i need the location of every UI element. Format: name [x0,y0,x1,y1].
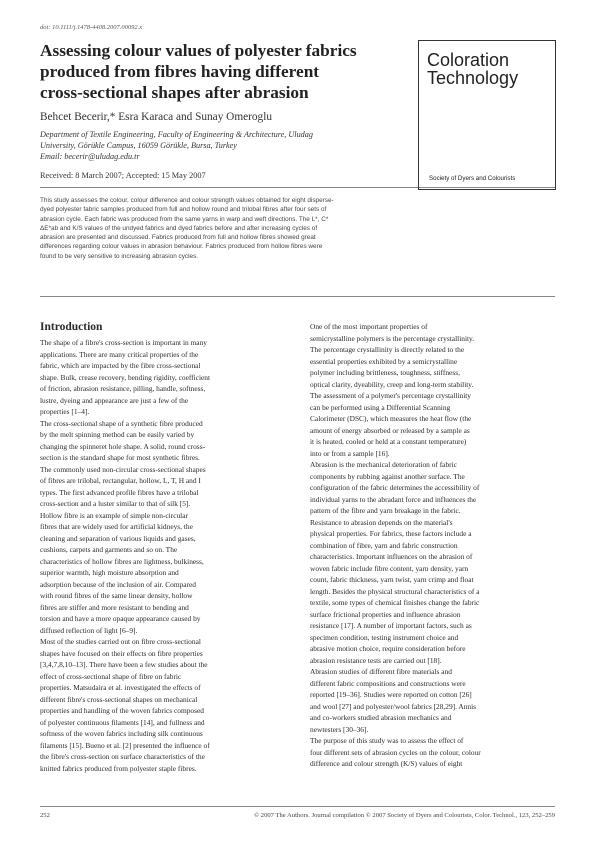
affiliation-line: University, Görükle Campus, 16059 Görükle, Bursa, Turkey [40,140,237,150]
body-text-line: by the melt spinning method can be easily varied by [40,430,195,439]
body-text-line: [3,4,7,8,10–13]. There have been a few studies about the [40,660,208,669]
body-text-line: four different sets of abrasion cycles on the colour, colour [310,747,481,757]
body-text-line: optical clarity, dyeability, creep and long-term stability. [310,379,474,389]
article-title [40,40,410,103]
body-text-line: components by rubbing against another surface. The [310,471,465,481]
body-text-line: the fibre's cross-section on surface characteristics of the [40,752,205,761]
body-text-line: Hollow fibre is an example of simple non-circular [40,510,188,520]
body-text-line: shapes have focused on their effects on fibre properties [40,648,203,658]
body-text-line: lustre, dyeing and appearance are just a few of the [40,395,189,405]
left-column [40,320,285,774]
title-line: Assessing colour values of polyester fabrics [40,41,357,60]
body-text-line: changing the spinneret hole shape. A solid, round cross- [40,441,206,451]
body-text-line: and co-workers studied abrasion mechanics and [310,713,452,722]
body-text-line: One of the most important properties of [310,322,428,331]
body-text-line: properties and handling of the woven fabrics composed [40,706,204,715]
body-text-line: section is the standard shape for most synthetic fibres. [40,453,200,462]
divider [40,296,555,297]
journal-society: Society of Dyers and Colourists [429,175,516,182]
body-text-line: textile, some types of chemical finishes change the fabric [310,598,480,607]
body-text-line: physical properties. For fabrics, these factors include a [310,529,472,538]
copyright-notice: © 2007 The Authors. Journal compilation © 2007 Society of Dyers and Colourists, Color. Technol., 123, 252–259 [254,812,555,819]
body-text-line: resistance [17]. A number of important factors, such as [310,621,472,630]
body-text-line: into or from a sample [16]. [310,448,390,458]
body-text-line: applications. There are many critical properties of the [40,349,199,359]
body-text-line: The shape of a fibre's cross-section is important in many [40,338,207,347]
body-text-line: essential properties exhibited by a semicrystalline [310,356,458,366]
body-text-line: count, fabric thickness, yarn twist, yarn crimp and float [310,575,474,584]
body-text-line: fibres that are widely used for artificial kidneys, the [40,522,193,531]
body-text-line: configuration of the fabric determines the accessibility of [310,483,480,492]
journal-logo-title [427,51,518,87]
abstract-line: abrasion cycle. Each fabric was produced from the same yarns in warp and weft directions. The L*, C* [40,215,329,223]
title-line: produced from fibres having different [40,62,320,81]
body-text-line: it is heated, cooled or held at a constant temperature) [310,437,467,446]
body-text-line: characteristics of hollow fibres are lightness, bulkiness, [40,556,204,566]
footer-divider [40,806,555,807]
body-text-line: shape. Bulk, crease recovery, bending rigidity, coefficient [40,372,211,382]
body-text-line: superior warmth, high moisture absorption and [40,568,179,577]
body-text-line: properties. Matsudaira et al. investigated the effects of [40,683,201,692]
title-line: cross-sectional shapes after abrasion [40,83,309,102]
journal-logo-line: Technology [427,68,519,88]
body-text-line: can be performed using a Differential Scanning [310,402,451,412]
section-heading: Introduction [40,321,103,333]
body-text-line: filaments [15]. Bueno et al. [2] presented the influence of [40,740,210,750]
body-text-line: abrasion resistance tests are carried out [18]. [310,655,442,665]
body-text-line: of friction, abrasion resistance, pilling, handle, softness, [40,384,206,393]
body-text-line: surface frictional properties and influence abrasion [310,609,461,619]
body-text-line: different fibre's cross-sectional shapes on mechanical [40,694,198,704]
abstract-line: This study assesses the colour, colour difference and colour strength values obtained for eight disperse- [40,197,334,204]
authors: Behcet Becerir,* Esra Karaca and Sunay Omeroglu [40,111,272,123]
abstract-line: found to be very sensitive to increasing abrasion cycles. [40,252,199,260]
body-text-line: characteristics. Important influences on the abrasion of [310,552,473,561]
body-text-line: properties [1–4]. [40,407,90,416]
affiliation [40,130,400,162]
abstract [40,196,555,261]
body-text-line: abrasive motion choice, require consideration before [310,644,466,653]
abstract-line: differences regarding colour values in abrasion behaviour. Fabrics produced from hollow fibres were [40,243,323,251]
body-text-line: difference and colour strength (K/S) values of eight [310,759,463,768]
page-number: 252 [40,812,50,819]
body-text-line: combination of fibre, yarn and fabric construction [310,540,458,550]
body-text-line: with round fibres of the same linear density, hollow [40,591,193,600]
body-text-line: types. The first advanced profile fibres have a trilobal [40,487,199,497]
abstract-line: ΔE*ab and K/S values of the undyed fabrics and dyed fabrics before and after increasing cycles of [40,224,318,232]
body-text-line: The percentage crystallinity is directly related to the [310,345,465,354]
body-text-line: Resistance to abrasion depends on the material's [310,517,453,527]
doi: doi: 10.1111/j.1478-4408.2007.00092.x [40,24,143,31]
body-text-line: specimen condition, testing instrument choice and [310,632,459,642]
body-text-line: Most of the studies carried out on fibre cross-sectional [40,637,201,646]
body-text-line: individual yarns to the abradant force and influences the [310,494,477,504]
body-text-line: torsion and have a more opaque appearance caused by [40,614,201,623]
abstract-line: abrasion are presented and discussed. Fabrics produced from full and hollow fibres showed great [40,234,316,242]
body-text-line: softness of the woven fabrics including silk continuous [40,729,203,738]
body-text-line: The assessment of a polymer's percentage crystallinity [310,391,471,400]
journal-logo [418,40,556,190]
body-text-line: cross-section and a luster similar to that of silk [5]. [40,499,191,508]
body-text-line: fibres are stiffer and more resistant to bending and [40,602,189,612]
body-text-line: different fabric compositions and constructions were [310,678,466,688]
body-text-line: Calorimeter (DSC), which measures the heat flow (the [310,414,472,423]
body-text-line: length. Besides the physical structural characteristics of a [310,586,480,596]
right-column [310,321,555,770]
body-text-line: cushions, carpets and garments and so on. The [40,545,178,554]
journal-logo-line: Coloration [427,50,510,70]
body-text-line: cleaning and separation of various liquids and gases, [40,533,196,543]
body-text-line: of fibres are trilobal, rectangular, hollow, L, T, H and I [40,476,201,485]
body-text-line: knitted fabrics produced from polyester staple fibres. [40,763,197,773]
received-accepted-dates: Received: 8 March 2007; Accepted: 15 May 2007 [40,171,206,180]
body-text-line: pattern of the fibre and yarn breakage in the fabric. [310,506,461,515]
body-text-line: fabric, which are impacted by the fibre cross-sectional [40,361,201,370]
body-text-line: Abrasion studies of different fibre materials and [310,667,452,676]
body-text-line: The purpose of this study was to assess the effect of [310,736,464,745]
body-text-line: diffused reflection of light [6–9]. [40,625,138,635]
body-text-line: newtesters [30–36]. [310,724,369,734]
body-text-line: The commonly used non-circular cross-sectional shapes [40,464,206,474]
body-text-line: polymer including brittleness, toughness, stiffness, [310,368,460,377]
body-text-line: effect of cross-sectional shape of fibre on fabric [40,671,182,681]
email-line: Email: becerir@uludag.edu.tr [40,151,140,161]
body-text-line: and wool [27] and polyester/wool fabrics [28,29]. Annis [310,701,477,711]
body-text-line: The cross-sectional shape of a synthetic fibre produced [40,418,203,428]
abstract-line: dyed polyester fabric samples produced from full and hollow round and trilobal fibres after four sets of [40,206,327,214]
body-text-line: adsorption because of the inclusion of air. Compared [40,579,196,589]
body-text-line: semicrystalline polymers is the percentage crystallinity. [310,333,475,343]
body-text-line: of polyester continuous filaments [14], and fullness and [40,717,205,727]
body-text-line: amount of energy absorbed or released by a sample as [310,425,470,435]
body-text-line: Abrasion is the mechanical deterioration of fabric [310,460,457,469]
affiliation-line: Department of Textile Engineering, Faculty of Engineering & Architecture, Uludag [40,130,313,139]
body-text-line: woven fabric include fibre content, yarn density, yarn [310,563,469,573]
body-text-line: reported [19–36]. Studies were reported on cotton [26] [310,690,472,699]
